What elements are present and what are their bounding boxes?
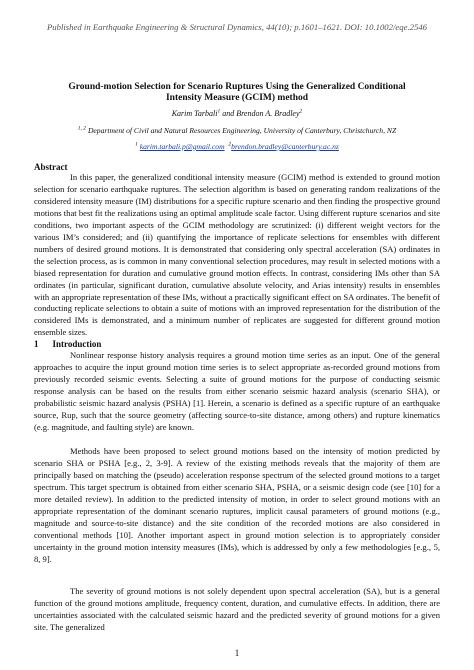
email-2-link[interactable]: brendon.bradley@canterbury.ac.nz — [231, 142, 339, 151]
intro-paragraph-2: Methods have been proposed to select ground motions based on the intensity of motion predicted by scenario SHA or PSHA [e.g., 2, 3-9]. A review of the existing methods reveals that the majority of them are principally based on matching the (pseudo) acceleration response spectrum of the selected ground motions to a target spectrum. This target spectrum is obtained from either scenario SHA, PSHA, or a seismic design code (see [10] for a more detailed review). In addition to the predicted intensity of motion, in order to select ground motions with an appropriate representation of the dominant scenario ruptures, implicit causal parameters of ground motions (e.g., magnitude and source-to-site distance) and the site condition of the recorded motions are also considered in conventional methods [10]. Another important aspect in ground motion selection is to appropriately consider uncertainty in the ground motion intensity measures (IMs), which is addressed by only a few methodologies [e.g., 5, 8, 9]. — [34, 446, 440, 564]
title-line-2: Intensity Measure (GCIM) method — [165, 93, 309, 103]
intro-paragraph-1: Nonlinear response history analysis requires a ground motion time series as an input. One of the general approaches to acquire the input ground motion time series is to select appropriate as-recorded ground motions from previously recorded seismic events. Selecting a suite of ground motions for the purpose of conducting seismic response analysis can be based on the results from either scenario seismic hazard analysis (scenario SHA), or probabilistic seismic hazard analysis (PSHA) [1]. Herein, a scenario is defined as a specific rupture of an earthquake source, Rup, such that the source geometry (affecting source-to-site distance, among others) and rupture kinematics (e.g. magnitude, and faulting style) are known. — [34, 350, 440, 432]
author-2-sup: 2 — [299, 108, 303, 115]
paper-title — [56, 82, 418, 104]
page-number: 1 — [234, 648, 240, 658]
author-2: Brendon A. Bradley — [236, 109, 300, 118]
section-number: 1 — [34, 339, 39, 349]
abstract-text: In this paper, the generalized conditional intensity measure (GCIM) method is extended to ground motion selection for scenario earthquake ruptures. The selection algorithm is based on generating random realizations of the considered intensity measure (IM) distributions for a specific rupture scenario and then finding the prospective ground motions that best fit the realizations using an optimal amplitude scale factor. Using different rupture scenarios and site conditions, two important aspects of the GCIM methodology are scrutinized: (i) different weight vectors for the various IM’s considered; and (ii) quantifying the importance of replicate selections for ensembles with different numbers of desired ground motions. It is demonstrated that considering only spectral acceleration (SA) ordinates in the selection process, as is common in many conventional selection procedures, may result in selected motions with a biased representation for duration and cumulative ground motion effects. In contrast, considering IMs other than SA ordinates (in particular, significant duration, cumulative absolute velocity, and Arias intensity) results in ensembles with an appropriate representation of these IMs, without a practically significant effect on SA ordinates. The benefit of conducting replicate selections to obtain a suite of motions with an improved representation for the distribution of the considered IMs is demonstrated, and a minimum number of replicates are suggested for different ground motion ensemble sizes. — [34, 172, 440, 338]
author-1: Karim Tarbali — [171, 109, 218, 118]
introduction-heading — [34, 339, 101, 349]
email-2-sup: 2 — [228, 141, 232, 148]
title-line-1: Ground-motion Selection for Scenario Ruptures Using the Generalized Conditional — [68, 82, 406, 92]
abstract-heading: Abstract — [34, 162, 68, 172]
author-line — [40, 109, 434, 118]
author-1-sup: 1 — [217, 108, 221, 115]
author-separator: and — [220, 109, 237, 118]
email-1-link[interactable]: karim.tarbali.p@gmail.com — [139, 142, 225, 151]
affiliation-text: Department of Civil and Natural Resources Engineering, University of Canterbury, Christchurch, NZ — [86, 126, 397, 135]
affiliation-sup: 1, 2 — [77, 125, 87, 132]
email-line — [30, 142, 444, 151]
publication-line: Published in Earthquake Engineering & Structural Dynamics, 44(10); p.1601–1621. DOI: 10.1002/eqe.2546 — [46, 22, 428, 32]
section-title: Introduction — [52, 339, 102, 349]
email-1-sup: 1 — [135, 141, 138, 148]
intro-paragraph-3: The severity of ground motions is not solely dependent upon spectral acceleration (SA), but is a general function of the ground motions amplitude, frequency content, duration, and cumulative effects. In addition, there are uncertainties associated with the calculated seismic hazard and the predicted severity of ground motions for a given site. The generalized — [34, 586, 440, 632]
affiliation-line — [30, 126, 444, 135]
